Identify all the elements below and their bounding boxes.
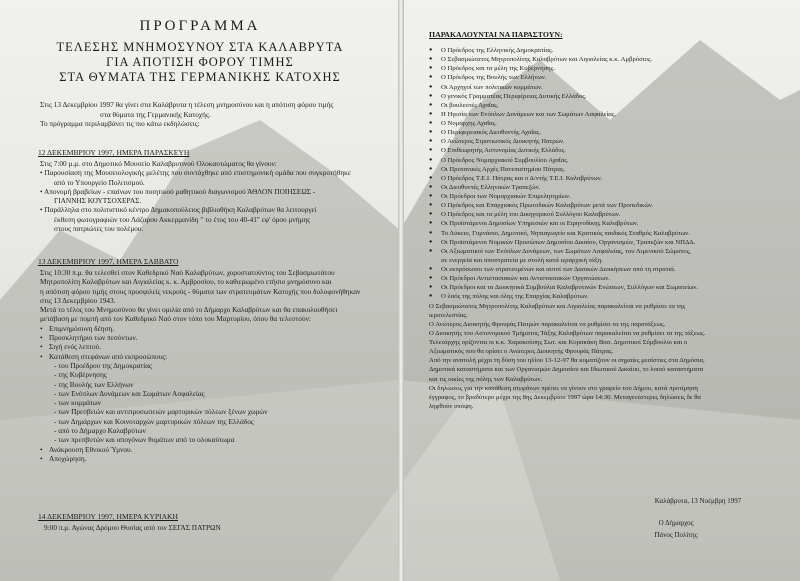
- closing-line: και τις οικίες της πόλης των Καλαβρύτων.: [429, 375, 543, 383]
- signer-name: Πάνος Πολίτης: [654, 531, 698, 539]
- program-title: ΠΡΟΓΡΑΜΜΑ: [139, 18, 261, 34]
- wreath-item: - της Βουλής των Ελλήνων: [54, 379, 134, 389]
- intro-line: Το πρόγραμμα περιλαμβάνει τις πιο κάτω εκδηλώσεις:: [40, 119, 200, 129]
- invitee-item: ● Ο Ανώτερος Στρατιωτικός Διοικητής Πατρών.: [429, 137, 789, 146]
- invitee-item: ● Ο λαός της πόλης και όλης της Επαρχίας Καλαβρύτων.: [429, 292, 789, 301]
- wreath-item: - των Ενόπλων Δυνάμεων και Σωμάτων Ασφαλείας: [54, 388, 205, 398]
- invitee-item: ● Ο Πρόεδρος και Επαρχιακός Πρωτοδικών Καλαβρύτων μετά των Προπεδικών.: [429, 201, 789, 210]
- invitee-item: ● Η Ηγεσία των Ενόπλων Δυνάμεων και των Σωμάτων Ασφαλείας.: [429, 110, 789, 119]
- day1-line: έκθεση φωτογραφιών του Λάζαρου Ακκερμανίδη " το έτος του 40-41" εφ' όρου μνήμης: [54, 214, 311, 224]
- day3-heading: 14 ΔΕΚΕΜΒΡΙΟΥ 1997, ΗΜΕΡΑ ΚΥΡΙΑΚΗ: [38, 512, 179, 521]
- invitee-item: ● Οι βουλευτές Αχαΐας.: [429, 101, 789, 110]
- ceremony-item: • Προσκλητήριο των πεσόντων.: [40, 333, 385, 342]
- invitee-item: ● Ο γενικός Γραμματέας Περιφέρειας Δυτικής Ελλάδος.: [429, 92, 789, 101]
- invitee-item: ● Ο Σεβασμιώτατος Μητροπολίτης Καλαβρύτων και Αιγιαλείας κ.κ. Αμβρόσιος.: [429, 55, 789, 64]
- wreath-item: - των κομμάτων: [54, 398, 101, 408]
- closing-line: έγγραφος, το βραδύτερο μέχρι της 8ης Δεκεμβρίου 1997 ώρα 14:30. Μεταγενέστερες δηλώσεις δε θα: [429, 393, 701, 401]
- invitee-item: ● Οι εκπρόσωποι των στρατευμένων και αυτοί των Δασικών Διοικήσεων από τη στρατιά.: [429, 265, 789, 274]
- closing-line: ληφθούν υπόψη.: [429, 402, 474, 410]
- day3-line: 9:00 π.μ. Αγώνας Δρόμου Θυσίας από τον ΣΕΓΑΣ ΠΑΤΡΩΝ: [44, 523, 221, 532]
- invitee-item: ● Ο Πρόεδρος και τα μέλη της Κυβέρνησης.: [429, 64, 789, 73]
- day2-heading: 13 ΔΕΚΕΜΒΡΙΟΥ 1997, ΗΜΕΡΑ ΣΑΒΒΑΤΟ: [38, 257, 179, 266]
- invitee-item: ● Το Λύκειο, Γυμνάσιο, Δημοτικό, Νηπιαγωγείο και Κρατικός παιδικός Σταθμός Καλαβρύτων.: [429, 229, 789, 238]
- invitee-item: ● Οι Προϊστάμενοι Δημοσίων Υπηρεσιών και οι Ειρηνοδίκης Καλαβρύτων.: [429, 219, 789, 228]
- day1-line: • Παράλληλα στο πολιτιστικό κέντρο Δημακοπούλειος βιβλιοθήκη Καλαβρύτων θα λειτουργεί: [40, 205, 317, 215]
- day2-line: Μετά το τέλος του Μνημοσύνου θα γίνει ομιλία από το Δήμαρχο Καλαβρύτων και θα επακολουθήσει: [40, 305, 338, 315]
- invitee-item: ● Ο Πρόεδρος και τα μέλη του Δικηγορικού Συλλόγου Καλαβρύτων.: [429, 210, 789, 219]
- intro-paragraph: [40, 100, 380, 129]
- closing-line: Αξιωματικός που θα ορίσει ο Ανώτερος Διοικητής Φρουράς Πάτρας.: [429, 348, 614, 356]
- invitee-item: ● Ο Πρόεδρος Νομαρχιακού Συμβουλίου Αχαΐας.: [429, 156, 789, 165]
- invitee-item: ● Ο Πρόεδρος της Βουλής των Ελλήνων.: [429, 73, 789, 82]
- subtitle-line: ΓΙΑ ΑΠΟΤΙΣΗ ΦΟΡΟΥ ΤΙΜΗΣ: [106, 55, 294, 69]
- day1-heading: 12 ΔΕΚΕΜΒΡΙΟΥ 1997, ΗΜΕΡΑ ΠΑΡΑΣΚΕΥΗ: [38, 148, 190, 157]
- closing-line: Ο Διοικητής του Αστυνομικού Τμήματος Τάξης Καλαβρύτων παρακαλείται να ρυθμίσει τα της τάξεως.: [429, 329, 706, 337]
- closing-line: Οι δηλώσεις για την κατάθεση στεφάνων πρέπει να γίνουν στο γραφείο του Δήμου, κατά προτίμηση: [429, 384, 698, 392]
- day2-line: μετάβαση με πομπή από τον Καθεδρικό Ναό στον τόπο του Μαρτυρίου, όπου θα τελεστούν:: [40, 314, 311, 324]
- day1-section: [40, 159, 385, 233]
- day1-line: ΓΙΑΝΝΗΣ ΚΟΥΤΣΟΧΕΡΑΣ.: [54, 196, 142, 206]
- closing-line: Από την ανατολή μέχρι τη δύση του ηλίου 13-12-97 θα κυματίζουν οι σημαίες μεσίστιες στα Δημόσια,: [429, 357, 705, 365]
- wreath-item: - των Πρεσβειών και αντιπροσωπειών μαρτυρικών πόλεων ξένων χωρών: [54, 407, 268, 417]
- invitee-item: ● Ο Πρόεδρος Τ.Ε.Ι. Πάτρας και ο Δ/ντής Τ.Ε.Ι. Καλαβρύτων.: [429, 174, 789, 183]
- invitee-item: ● Οι Αξιωματικοί των Ενόπλων Δυνάμεων, των Σωμάτων Ασφαλείας, του Λιμενικού Σώματος,: [429, 247, 789, 256]
- closing-line: Ο Σεβασμιώτατος Μητροπολίτης Καλαβρύτων και Αιγιαλείας παρακαλείται να ρυθμίσει τα της: [429, 302, 686, 310]
- subtitle-line: ΤΕΛΕΣΗΣ ΜΝΗΜΟΣΥΝΟΥ ΣΤΑ ΚΑΛΑΒΡΥΤΑ: [56, 40, 344, 54]
- invitee-item: ● Οι Πρόεδροι Αντιστασιακών και Αντιστασιακών Οργανώσεων.: [429, 274, 789, 283]
- day1-line: Στις 7:00 μ.μ. στο Δημοτικό Μουσείο Καλαβρυτινού Ολοκαυτώματος θα γίνουν:: [40, 159, 277, 168]
- day1-line: • Απονομή βραβείων - επαίνων του ποιητικού μαθητικού διαγωνισμού ΆΘΛΟΝ ΠΟΙΗΣΕΩΣ -: [40, 186, 316, 196]
- invitee-item: ● Ο Πρόεδρος της Ελληνικής Δημοκρατίας.: [429, 46, 789, 55]
- invitee-item: ● Οι Πρυτανικές Αρχές Πανεπιστημίου Πάτρας.: [429, 165, 789, 174]
- day2-section: [40, 268, 385, 463]
- invitee-continuation: σε ενεργεία και αποστρατεία με στολή κατά ιεραρχική τάξη.: [441, 256, 603, 264]
- invitees-list: [429, 46, 789, 411]
- invitee-item: ● Ο Περιφερειακός Διευθυντής Αχαΐας.: [429, 128, 789, 137]
- wreath-item: - των Δημάρχων και Κοινοταρχών μαρτυρικών πόλεων της Ελλάδος: [54, 416, 254, 426]
- day1-line: • Παρουσίαση της Μουσειολογικής μελέτης που συντάχθηκε από επιστημονική ομάδα που συγκροτήθηκε: [40, 168, 351, 178]
- day3-section: [44, 523, 389, 532]
- intro-line: στα θύματα της Γερμανικής Κατοχής.: [100, 109, 211, 119]
- intro-line: Στις 13 Δεκεμβρίου 1997 θα γίνει στα Καλάβρυτα η τέλεση μνημοσύνου και η απότιση φόρου τιμής: [40, 100, 334, 109]
- invitee-item: ● Ο Νομάρχης Αχαΐας.: [429, 119, 789, 128]
- invitee-item: ● Οι Διευθυντές Ελληνικών Τραπεζών.: [429, 183, 789, 192]
- closing-line: Ο Ανώτερος Διοικητής Φρουράς Πατρών παρακαλείται να ρυθμίσει τα της παρατάξεως.: [429, 320, 666, 328]
- ceremony-item: • Σιγή ενός λεπτού.: [40, 342, 385, 351]
- signer-role: Ο Δήμαρχος: [658, 519, 694, 527]
- invitee-item: ● Οι Προϊστάμενοι Νομικών Προσώπων Δημοσίου Δικαίου, Οργανισμών, Τραπεζών και ΝΠΔΔ.: [429, 238, 789, 247]
- wreath-item: - των πρεσβυτών και απογόνων θυμάτων από το ολοκαύτωμα: [54, 435, 235, 445]
- closing-line: Δημοτικά καταστήματα και των Οργανισμών Δημοσίου και Ιδιωτικού Δικαίου, το λοιπό καταστήματα: [429, 366, 704, 374]
- invitee-item: ● Ο Επιθεωρητής Αστυνομίας Δυτικής Ελλάδος.: [429, 146, 789, 155]
- ceremony-item: • Κατάθεση στεφάνων από εκπροσώπους:: [40, 352, 385, 361]
- day2-line: Μητροπολίτη Καλαβρύτων και Αιγιαλείας κ. κ. Αμβροσίου, το καθιερωμένο ετήσιο μνημόσυνο και: [40, 277, 332, 287]
- ceremony-item: • Αποχώρηση.: [40, 454, 385, 463]
- closing-line: ιεροτελεστίας.: [429, 311, 468, 319]
- subtitle-line: ΣΤΑ ΘΥΜΑΤΑ ΤΗΣ ΓΕΡΜΑΝΙΚΗΣ ΚΑΤΟΧΗΣ: [59, 70, 341, 84]
- closing-line: Τελετάρχης ορίζονται οι κ.κ. Χαρακούσης Σωτ. και Κορακάκη Βασ. Δημοτικοί Σύμβουλοι και ο: [429, 339, 688, 346]
- day2-line: στις 13 Δεκεμβρίου 1943.: [40, 295, 116, 305]
- wreath-item: - της Κυβέρνησης: [54, 370, 107, 380]
- day1-line: από το Υπουργείο Πολιτισμού.: [54, 177, 145, 187]
- invitee-item: ● Οι Πρόεδροι και τα Διοικητικά Συμβούλια Καλαβρυτινών Ενώσεων, Συλλόγων και Σωματείων.: [429, 283, 789, 292]
- place-date: Καλάβρυτα, 13 Νοέμβρη 1997: [654, 497, 742, 505]
- ceremony-item: • Επιμνημόσυνη δέηση.: [40, 324, 385, 333]
- day2-line: Στις 10:30 π.μ. θα τελεσθεί στον Καθεδρικό Ναό Καλαβρύτων, χοροστατούντος του Σεβασμιωτάτου: [40, 268, 335, 277]
- program-subtitle: [0, 40, 400, 85]
- day1-line: στους πατριώτες του πολέμου.: [54, 224, 144, 234]
- ceremony-item: • Ανάκρουση Εθνικού Ύμνου.: [40, 445, 385, 454]
- right-page: [403, 0, 800, 581]
- invitee-item: ● Οι Πρόεδροι των Νομαρχιακών Επιμελητηρίων.: [429, 192, 789, 201]
- wreath-item: - από το Δήμαρχο Καλαβρύτων: [54, 426, 146, 436]
- day2-line: η απότιση φόρου τιμής στους προσφιλείς νεκρούς - θύματα των στρατευμάτων Κατοχής που δολοφονήθηκαν: [40, 286, 361, 296]
- invitees-heading: ΠΑΡΑΚΑΛΟΥΝΤΑΙ ΝΑ ΠΑΡΑΣΤΟΥΝ:: [429, 30, 563, 39]
- wreath-item: - του Προέδρου της Δημοκρατίας: [54, 360, 152, 370]
- invitee-item: ● Οι Αρχηγοί των πολιτικών κομμάτων.: [429, 83, 789, 92]
